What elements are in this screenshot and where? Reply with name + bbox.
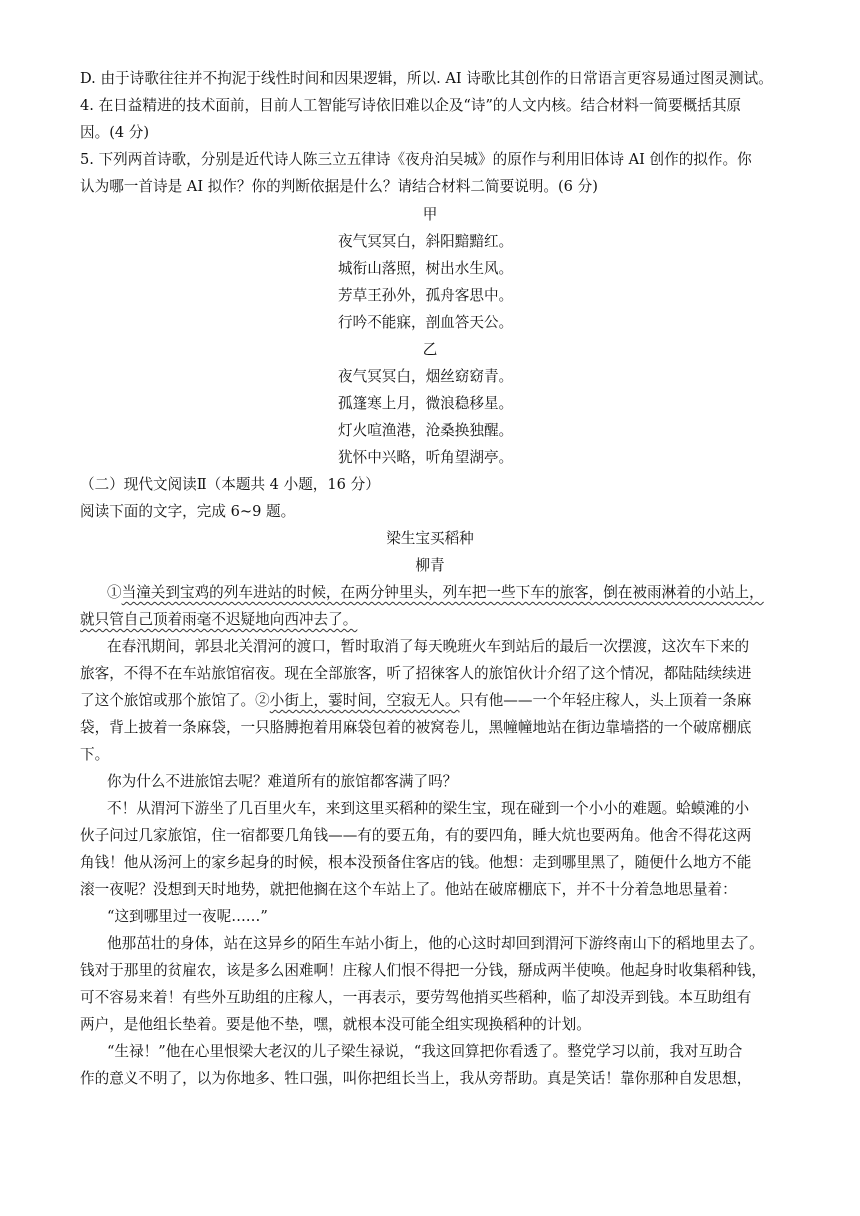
wavy-underlined-text: 当潼关到宝鸡的列车进站的时候，在两分钟里头，列车把一些下车的旅客，倒在被雨淋着的小站上， [121,584,764,601]
paragraph-6-line-4: 两户，是他组长垫着。要是他不垫，嘿，就根本没可能全组实现换稻种的计划。 [80,1016,591,1033]
poem-b-line: 夜气冥冥白，烟丝窈窈青。 [338,368,514,385]
paragraph-4-line-2: 伙子问过几家旅馆，住一宿都要几角钱——有的要五角，有的要四角，睡大炕也要两角。他舍不得花这两 [80,827,752,844]
story-title: 梁生宝买稻种 [386,530,474,547]
paragraph-3: 你为什么不进旅馆去呢？难道所有的旅馆都客满了吗？ [107,773,458,790]
paragraph-6-line-2: 钱对于那里的贫雇农，该是多么困难啊！庄稼人们恨不得把一分钱，掰成两半使唤。他起身时收集稻种钱， [80,962,766,979]
paragraph-6-line-3: 可不容易来着！有些外互助组的庄稼人，一再表示，要劳驾他捎买些稻种，临了却没弄到钱。本互助组有 [80,989,752,1006]
paragraph-4-line-4: 滚一夜呢？没想到天时地势，就把他搁在这个车站上了。他站在破席棚底下，并不十分着急地思量着： [80,881,737,898]
question-option-d: D. 由于诗歌往往并不拘泥于线性时间和因果逻辑，所以. AI 诗歌比其创作的日常语言更容易通过图灵测试。 [80,70,773,87]
reading-instruction: 阅读下面的文字，完成 6~9 题。 [80,503,296,520]
circled-number-1: ① [107,584,122,601]
story-author: 柳青 [415,557,445,574]
poem-b-line: 孤篷寒上月，微浪稳移星。 [338,395,514,412]
poem-a-line: 夜气冥冥白，斜阳黯黯红。 [338,233,514,250]
paragraph-1-line-2 [80,610,780,630]
paragraph-2-line-2: 旅客，不得不在车站旅馆宿夜。现在全部旅客，听了招徕客人的旅馆伙计介绍了这个情况，都陆陆续续进 [80,665,752,682]
paragraph-text: 了这个旅馆或那个旅馆了。 [80,692,256,709]
question-5-line-2: 认为哪一首诗是 AI 拟作？你的判断依据是什么？请结合材料二简要说明。(6 分) [80,178,598,195]
poem-a-label: 甲 [422,206,438,223]
question-4-line-2: 因。(4 分) [80,124,150,141]
paragraph-2-line-1: 在春汛期间，郭县北关渭河的渡口，暂时取消了每天晚班火车到站后的最后一次摆渡，这次车下来的 [107,638,750,655]
question-5-line-1: 5. 下列两首诗歌，分别是近代诗人陈三立五律诗《夜舟泊吴城》的原作与利用旧体诗 AI 创作的拟作。你 [80,151,752,168]
wavy-underlined-text: 就只管自己顶着雨毫不迟疑地向西冲去了。 [80,611,358,628]
paragraph-6-line-1: 他那茁壮的身体，站在这异乡的陌生车站小街上，他的心这时却回到渭河下游终南山下的稻地里去了。 [107,935,764,952]
question-4-line-1: 4. 在日益精进的技术面前，目前人工智能写诗依旧难以企及“诗”的人文内核。结合材料一简要概括其原 [80,97,742,114]
poem-b-label: 乙 [422,341,438,358]
paragraph-7-line-2: 作的意义不明了，以为你地多、牲口强，叫你把组长当上，我从旁帮助。真是笑话！靠你那种自发思想， [80,1070,752,1087]
paragraph-5: “这到哪里过一夜呢……” [107,908,268,925]
section-heading: （二）现代文阅读Ⅱ（本题共 4 小题，16 分） [80,476,380,493]
poem-a-line: 行吟不能寐，剖血答天公。 [338,314,514,331]
poem-b-line: 犹怀中兴略，听角望湖亭。 [338,449,514,466]
paragraph-2-line-4: 袋，背上披着一条麻袋，一只胳膊抱着用麻袋包着的被窝卷儿，黑幢幢地站在街边靠墙搭的一个破席棚底 [80,719,752,736]
paragraph-4-line-1: 不！从渭河下游坐了几百里火车，来到这里买稻种的梁生宝，现在碰到一个小小的难题。蛤蟆滩的小 [107,800,750,817]
poem-a-line: 芳草王孙外，孤舟客思中。 [338,287,514,304]
circled-number-2: ② [255,692,270,709]
paragraph-text: 只有他——一个年轻庄稼人，头上顶着一条麻 [459,692,752,709]
paragraph-7-line-1: “生禄！”他在心里恨梁大老汉的儿子梁生禄说，“我这回算把你看透了。整党学习以前，我对互助合 [107,1043,743,1060]
wavy-underlined-text: 小街上，霎时间，空寂无人。 [269,692,460,709]
paragraph-2-line-5: 下。 [80,746,110,763]
poem-b-line: 灯火喧渔港，沧桑换独醒。 [338,422,514,439]
paragraph-1-line-1 [107,583,780,603]
paragraph-4-line-3: 角钱！他从汤河上的家乡起身的时候，根本没预备住客店的钱。他想：走到哪里黑了，随便什么地方不能 [80,854,752,871]
paragraph-2-line-3 [80,691,780,711]
poem-a-line: 城衔山落照，树出水生风。 [338,260,514,277]
